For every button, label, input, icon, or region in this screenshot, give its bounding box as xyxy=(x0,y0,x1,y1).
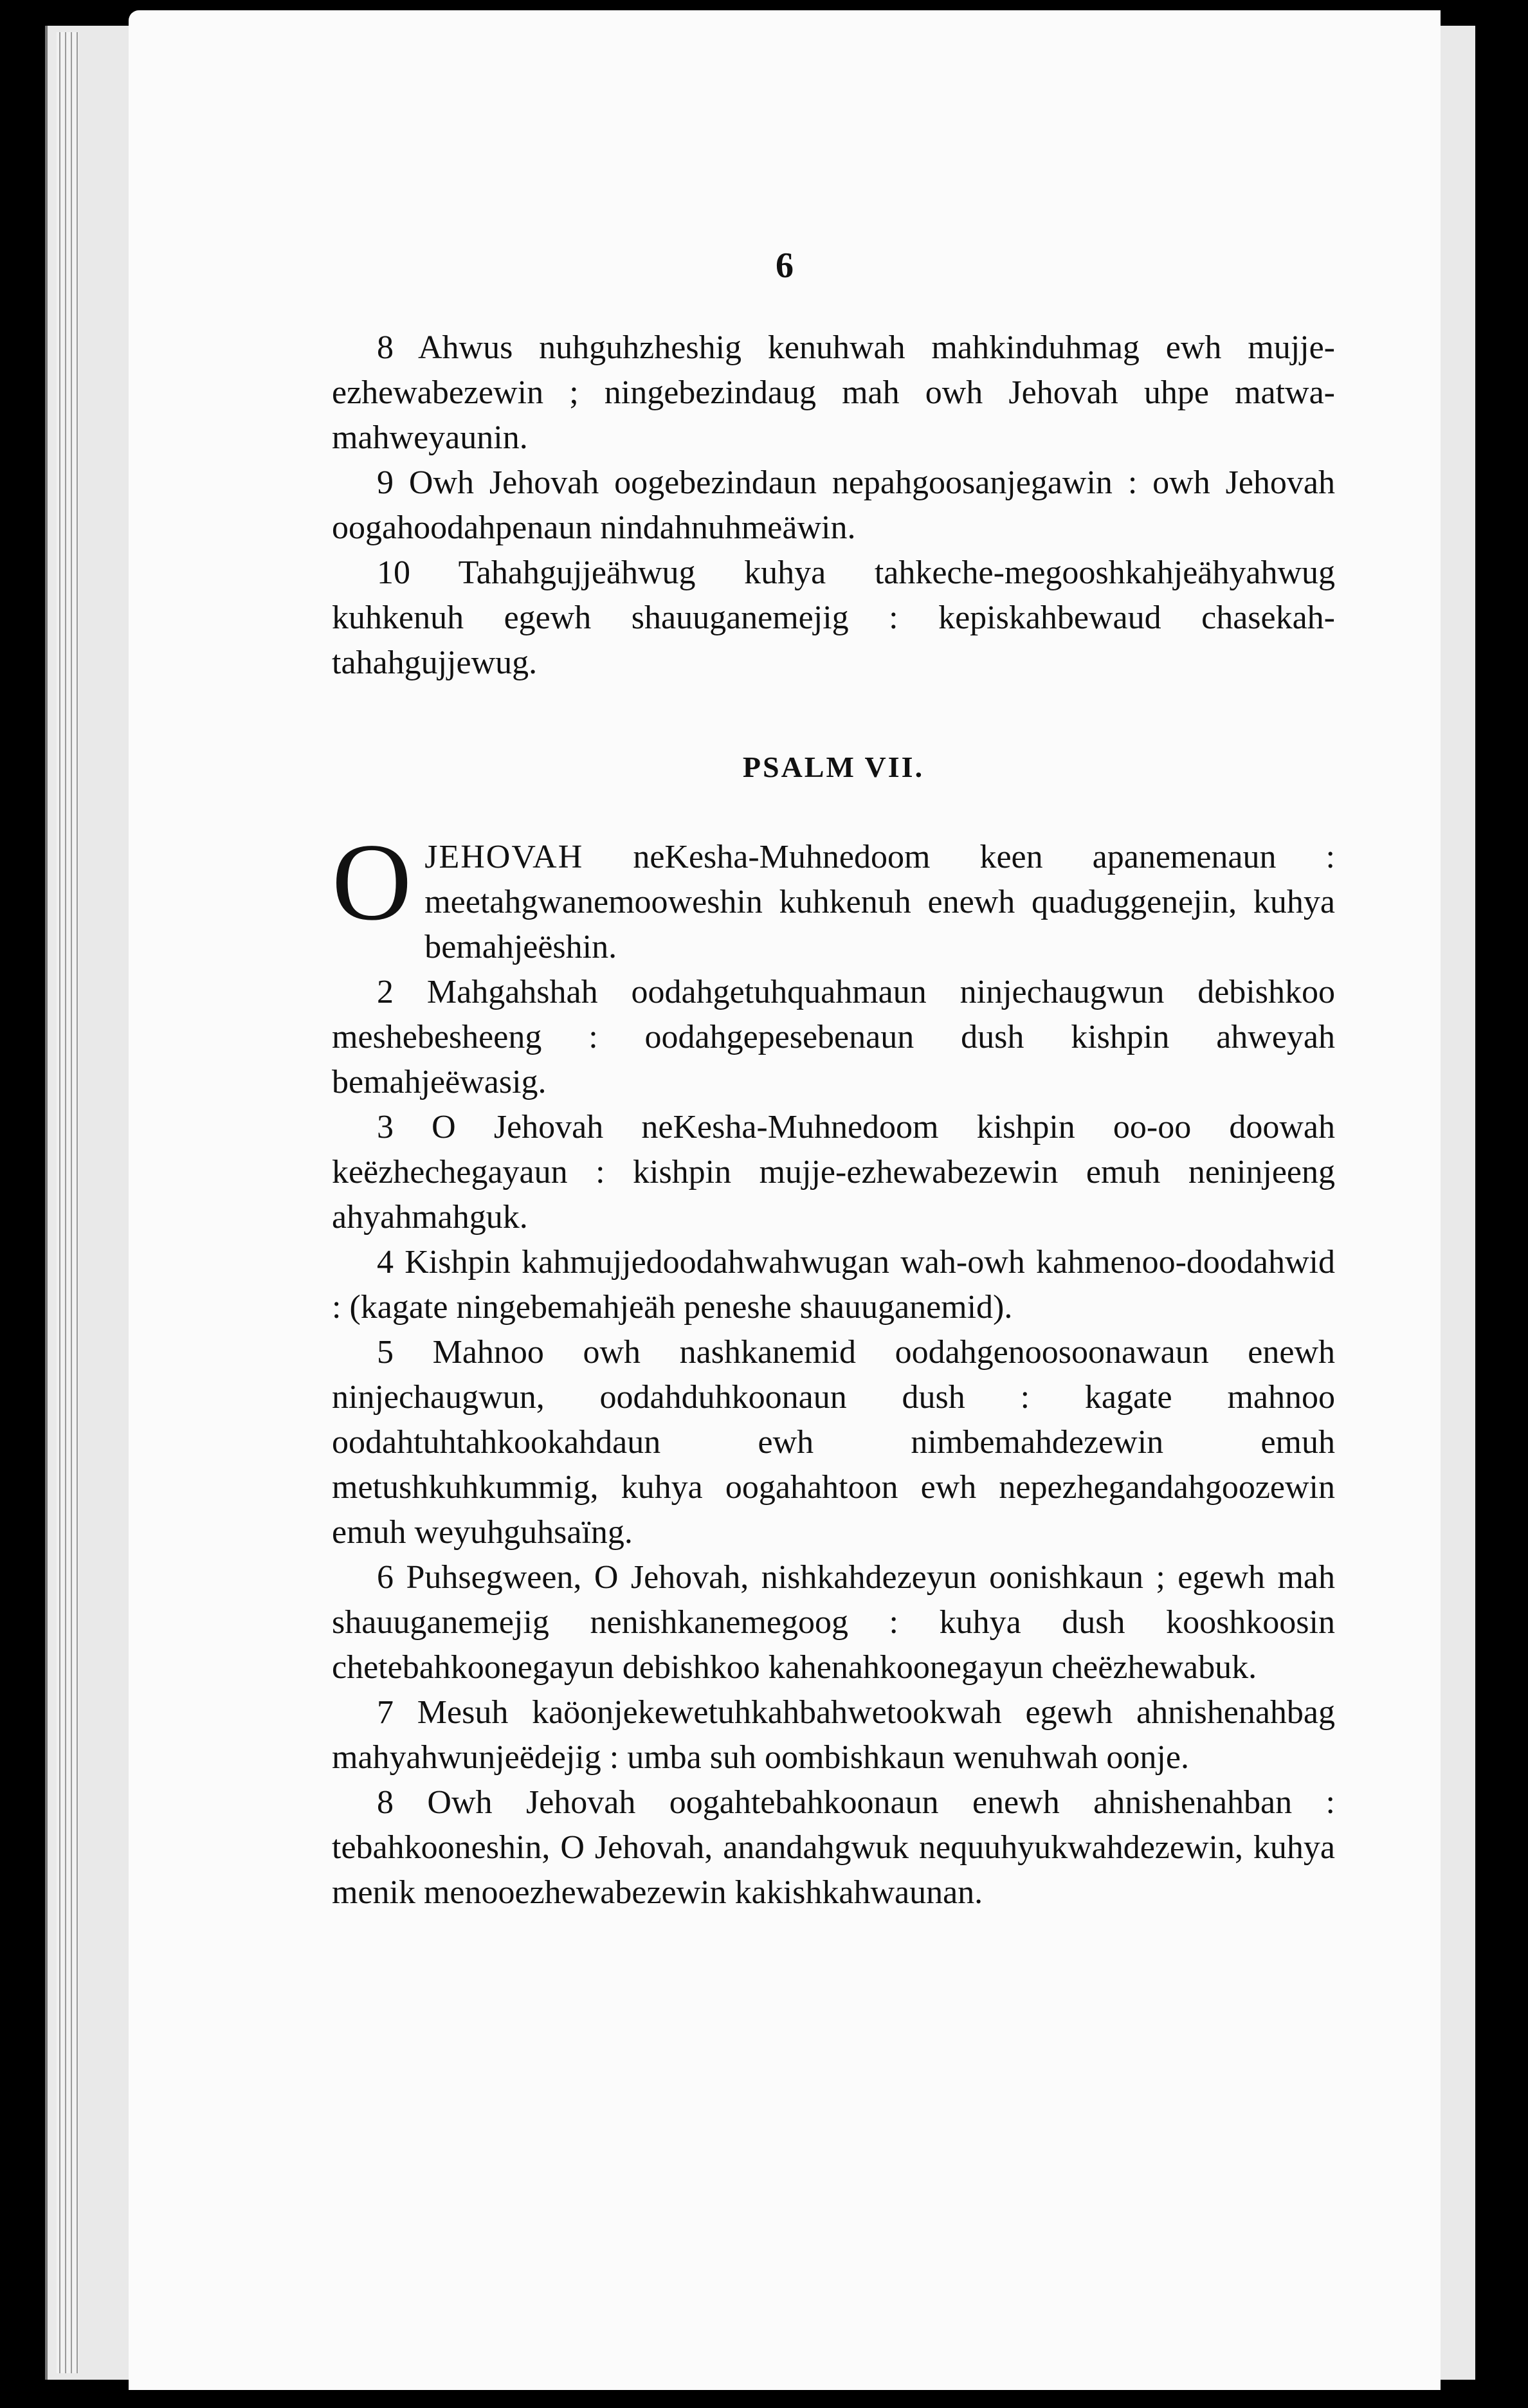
psalm-7-verse-2: 2 Mahgahshah oodahgetuhquahmaun ninjechaugwun debishkoo meshebesheeng : oodahgepesebenaun dush kishpin ahweyah bemahjeëwasig. xyxy=(332,974,1335,1100)
psalm-7-verse-8: 8 Owh Jehovah oogahtebahkoonaun enewh ahnishenahban : tebahkooneshin, O Jehovah, anandahgwuk nequuhyukwahdezewin, kuhya menik menooezhewabezewin kakishkahwaunan. xyxy=(332,1784,1335,1911)
psalm-7-verse-7: 7 Mesuh kaöonjekewetuhkahbahwetookwah egewh ahnishenahbag mahyahwunjeëdejig : umba suh oombishkaun wenuhwah oonje. xyxy=(332,1694,1335,1776)
psalm-7-verse-5: 5 Mahnoo owh nashkanemid oodahgenoosoonawaun enewh ninjechaugwun, oodahduhkoonaun dush : kagate mahnoo oodahtuhtahkookahdaun ewh nimbemahdezewin emuh metushkuhkummig, kuhya oogahahtoon ewh nepezhegandahgoozewin emuh weyuhguhsaïng. xyxy=(332,1334,1335,1551)
page-number: 6 xyxy=(776,246,794,286)
psalm-7-verse-6: 6 Puhsegween, O Jehovah, nishkahdezeyun oonishkaun ; egewh mah shauuganemejig nenishkanemegoog : kuhya dush kooshkoosin chetebahkoonegayun debishkoo kahenahkoonegayun cheëzhewabuk. xyxy=(332,1559,1335,1686)
drop-cap: O xyxy=(332,821,412,944)
verse-lead-word: JEHOVAH xyxy=(424,839,584,875)
book-page xyxy=(129,10,1441,2390)
psalm-7-verse-3: 3 O Jehovah neKesha-Muhnedoom kishpin oo-oo doowah keëzhechegayaun : kishpin mujje-ezhewabezewin emuh neninjeeng ahyahmahguk. xyxy=(332,1109,1335,1236)
psalm-7-verse-1 xyxy=(332,821,1335,970)
verse-8: 8 Ahwus nuhguhzheshig kenuhwah mahkinduhmag ewh mujje-ezhewabezewin ; ningebezindaug mah owh Jehovah uhpe matwa-mahweyaunin. xyxy=(332,329,1335,456)
psalm-7-verse-4: 4 Kishpin kahmujjedoodahwahwugan wah-owh kahmenoo-doodahwid : (kagate ningebemahjeäh peneshe shauuganemid). xyxy=(332,1244,1335,1326)
verse-10: 10 Tahahgujjeähwug kuhya tahkeche-megooshkahjeähyahwug kuhkenuh egewh shauuganemejig : kepiskahbewaud chasekah-tahahgujjewug. xyxy=(332,554,1335,681)
verse-9: 9 Owh Jehovah oogebezindaun nepahgoosanjegawin : owh Jehovah oogahoodahpenaun nindahnuhmeäwin. xyxy=(332,464,1335,546)
psalm-title: PSALM VII. xyxy=(742,751,925,783)
verse-1-text: neKesha-Muhnedoom keen apanemenaun : meetahgwanemooweshin kuhkenuh enewh quaduggenejin, kuhya bemahjeëshin. xyxy=(424,839,1335,965)
page-text xyxy=(332,325,1335,1915)
